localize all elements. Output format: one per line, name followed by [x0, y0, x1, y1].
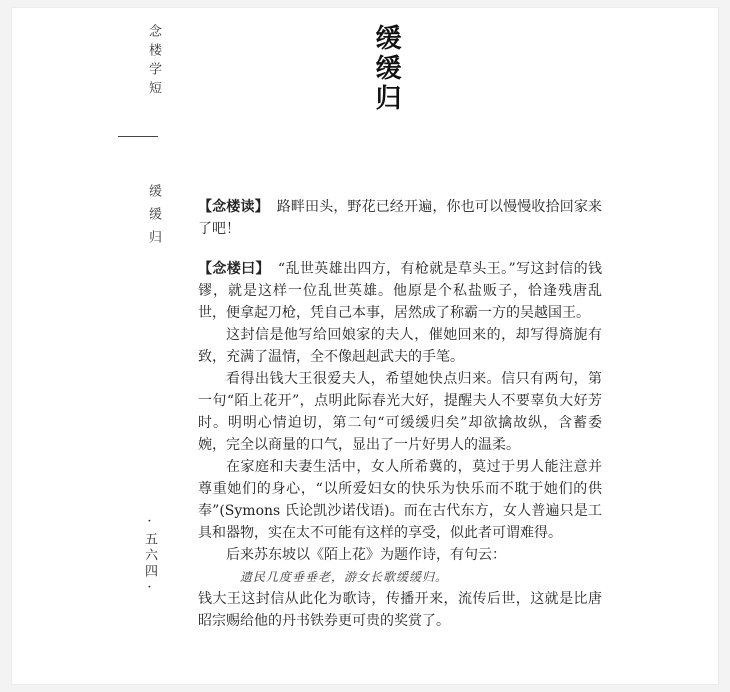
header-divider	[118, 136, 158, 137]
intro-paragraph	[198, 196, 602, 240]
commentary-paragraph	[198, 258, 602, 324]
body-paragraph-2: 看得出钱大王很爱夫人，希望她快点归来。信只有两句，第一句“陌上花开”，点明此际春光大好，提醒夫人不要辜负大好芳时。明明心情迫切，第二句“可缓缓归矣”却欲擒故纵，含蓄委婉，完全以商量的口气，显出了一片好男人的温柔。	[198, 371, 602, 453]
body-paragraph-4: 后来苏东坡以《陌上花》为题作诗，有句云：	[226, 547, 506, 563]
page-number: ·五六四·	[142, 514, 157, 598]
intro-text: 路畔田头，野花已经开遍，你也可以慢慢收拾回家来了吧！	[198, 199, 603, 237]
intro-label: 【念楼读】	[198, 199, 269, 215]
closing-paragraph: 钱大王这封信从此化为歌诗，传播开来，流传后世，这就是比唐昭宗赐给他的丹书铁券更可贵的奖赏了。	[198, 591, 602, 629]
poem-quote: 遗民几度垂垂老，游女长歌缓缓归。	[240, 570, 449, 584]
commentary-label: 【念楼曰】	[198, 261, 270, 277]
body-paragraph-3: 在家庭和夫妻生活中，女人所希冀的，莫过于男人能注意并尊重她们的身心，“以所爱妇女的快乐为快乐而不耽于她们的供奉”(Symons 氏论凯沙诺伐语)。而在古代东方，女人普遍只是工具和器物，实在太不可能有这样的享受，似此者可谓难得。	[198, 459, 602, 541]
running-header-book-title: 念楼学短	[146, 24, 161, 100]
article-body	[198, 196, 602, 632]
body-paragraph-1: 这封信是他写给回娘家的夫人，催她回来的，却写得旖旎有致，充满了温情，全不像赳赳武夫的手笔。	[198, 327, 602, 365]
running-header-section-title: 缓缓归	[146, 184, 161, 253]
book-page	[12, 8, 718, 684]
article-title: 缓缓归	[371, 24, 401, 114]
commentary-text: “乱世英雄出四方，有枪就是草头王。”写这封信的钱镠，就是这样一位乱世英雄。他原是个私盐贩子，恰逢残唐乱世，便拿起刀枪，凭自己本事，居然成了称霸一方的吴越国王。	[198, 261, 602, 321]
